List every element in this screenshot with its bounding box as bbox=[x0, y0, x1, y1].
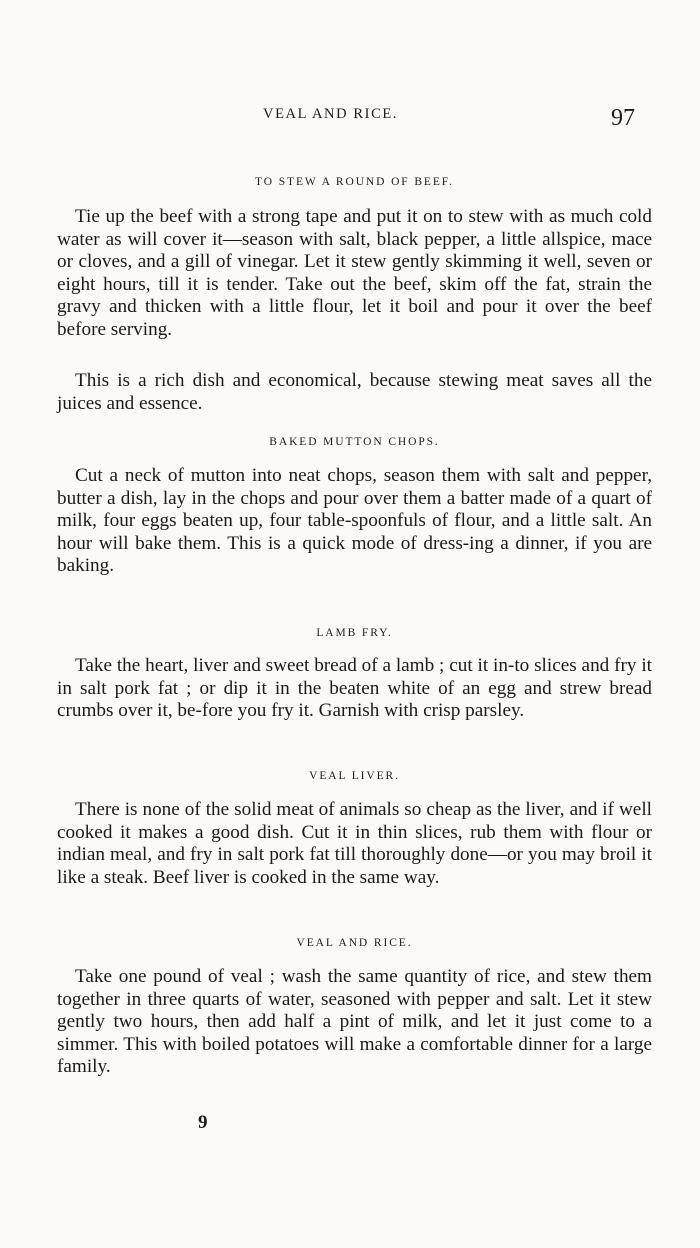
section-heading-stew-round-of-beef: TO STEW A ROUND OF BEEF. bbox=[255, 176, 454, 188]
running-head: VEAL AND RICE. bbox=[263, 106, 399, 122]
recipe-paragraph: Cut a neck of mutton into neat chops, season them with salt and pepper, butter a dish, lay in the chops and pour over them a batter made of a quart of milk, four eggs beaten up, four table-spoonfuls of flour, and a little salt. An hour will bake them. This is a quick mode of dress-ing a dinner, if you are baking. bbox=[57, 465, 652, 576]
recipe-paragraph: There is none of the solid meat of animals so cheap as the liver, and if well cooked it makes a good dish. Cut it in thin slices, rub them with flour or indian meal, and fry in salt pork fat till thoroughly done—or you may broil it like a steak. Beef liver is cooked in the same way. bbox=[57, 799, 652, 888]
section-heading-lamb-fry: LAMB FRY. bbox=[316, 627, 393, 639]
recipe-paragraph: Take the heart, liver and sweet bread of a lamb ; cut it in-to slices and fry it in salt pork fat ; or dip it in the beaten white of an egg and strew bread crumbs over it, be-fore you fry it. Garnish with crisp parsley. bbox=[57, 655, 652, 721]
section-heading-baked-mutton-chops: BAKED MUTTON CHOPS. bbox=[269, 436, 440, 448]
recipe-paragraph: Take one pound of veal ; wash the same quantity of rice, and stew them together in three quarts of water, seasoned with pepper and salt. Let it stew gently two hours, then add half a pint of milk, and let it just come to a simmer. This with boiled potatoes will make a comfortable dinner for a large family. bbox=[57, 966, 652, 1077]
section-heading-veal-and-rice: VEAL AND RICE. bbox=[296, 937, 413, 949]
recipe-paragraph: This is a rich dish and economical, because stewing meat saves all the juices and essence. bbox=[57, 370, 652, 414]
section-heading-veal-liver: VEAL LIVER. bbox=[309, 770, 400, 782]
page-number: 97 bbox=[611, 105, 635, 131]
signature-mark: 9 bbox=[198, 1112, 208, 1133]
recipe-paragraph: Tie up the beef with a strong tape and put it on to stew with as much cold water as will cover it—season with salt, black pepper, a little allspice, mace or cloves, and a gill of vinegar. Let it stew gently skimming it well, seven or eight hours, till it is tender. Take out the beef, skim off the fat, strain the gravy and thicken with a little flour, let it boil and pour it over the beef before serving. bbox=[57, 206, 652, 340]
